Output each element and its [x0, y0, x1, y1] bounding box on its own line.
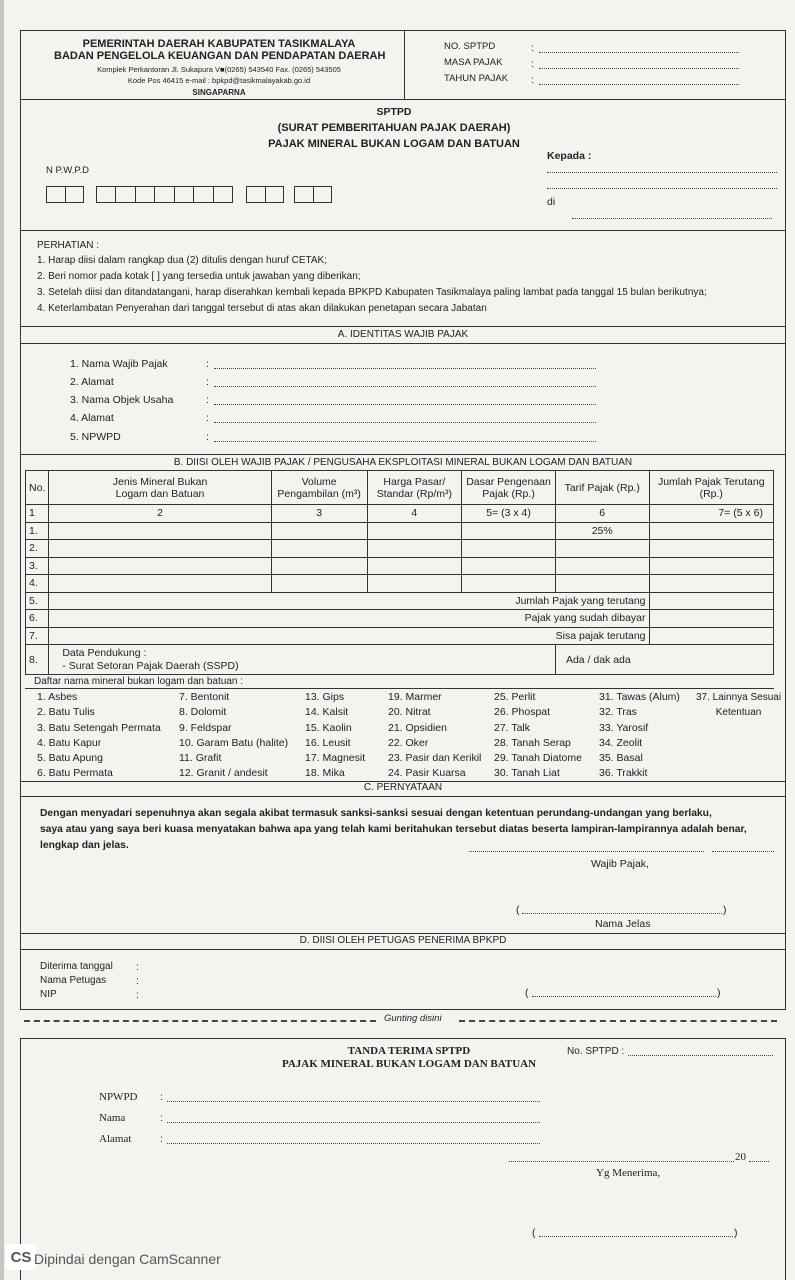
col-number: 1: [26, 505, 49, 523]
mineral-item: 17. Magnesit: [305, 752, 366, 765]
receipt-date-field[interactable]: [509, 1161, 734, 1162]
cell-input[interactable]: [367, 540, 462, 558]
di-field[interactable]: [572, 218, 772, 219]
mineral-item: 27. Talk: [494, 721, 530, 734]
section-a-title: A. IDENTITAS WAJIB PAJAK: [337, 329, 469, 340]
colon: :: [160, 1133, 163, 1145]
colon: :: [160, 1112, 163, 1124]
colon: :: [206, 412, 209, 424]
alamat-input[interactable]: [214, 386, 596, 387]
colon: :: [136, 975, 139, 987]
mineral-item: 28. Tanah Serap: [494, 736, 571, 749]
summary-label: Jumlah Pajak yang terutang: [49, 592, 649, 610]
cut-line-left: [24, 1020, 376, 1022]
camscanner-logo: CS: [6, 1244, 36, 1270]
perhatian-title: PERHATIAN :: [37, 240, 100, 251]
npwpd-label: N P.W.P.D: [46, 165, 89, 176]
header-address-2: Kode Pos 46415 e-mail : bpkpd@tasikmalayakab.go.id: [127, 76, 311, 85]
officer-signature-field[interactable]: [532, 996, 716, 997]
cell-input[interactable]: [555, 540, 649, 558]
header-tarif: Tarif Pajak (Rp.): [555, 471, 649, 505]
col-number: 2: [49, 505, 271, 523]
cell-input[interactable]: [49, 557, 271, 575]
mineral-item: 30. Tanah Liat: [494, 767, 560, 780]
nama-wajib-pajak-input[interactable]: [214, 368, 596, 369]
tax-table: [25, 470, 774, 675]
mineral-item: 3. Batu Setengah Permata: [37, 721, 161, 734]
header-line-1: PEMERINTAH DAERAH KABUPATEN TASIKMALAYA: [82, 38, 356, 50]
bracket-close: ): [717, 987, 721, 999]
section-d-title: D. DIISI OLEH PETUGAS PENERIMA BPKPD: [299, 935, 507, 946]
title-full: (SURAT PEMBERITAHUAN PAJAK DAERAH): [277, 122, 511, 134]
no-sptpd-label: NO. SPTPD: [444, 41, 496, 52]
tarif-value: 25%: [555, 522, 649, 540]
masa-pajak-field[interactable]: [539, 68, 739, 69]
year-field[interactable]: [712, 851, 774, 852]
table-numbering-row: [26, 505, 774, 523]
mineral-item: 18. Mika: [305, 767, 345, 780]
alamat-objek-input[interactable]: [214, 422, 596, 423]
cell-input[interactable]: [649, 540, 773, 558]
summary-value-input[interactable]: [649, 610, 773, 628]
perhatian-item-1: 1. Harap diisi dalam rangkap dua (2) ditulis dengan huruf CETAK;: [37, 255, 327, 266]
field-nama-objek-usaha: 3. Nama Objek Usaha: [70, 394, 174, 406]
cell-input[interactable]: [271, 522, 367, 540]
mineral-item: 31. Tawas (Alum): [599, 691, 680, 703]
header-jenis: Jenis Mineral Bukan Logam dan Batuan: [49, 471, 271, 505]
field-alamat: 2. Alamat: [70, 376, 114, 388]
masa-pajak-label: MASA PAJAK: [444, 57, 503, 68]
mineral-item: 16. Leusit: [305, 736, 351, 749]
camscanner-text: Dipindai dengan CamScanner: [34, 1251, 221, 1267]
col-number: 4: [367, 505, 462, 523]
mineral-item: 5. Batu Apung: [37, 752, 103, 765]
row-number: 4.: [26, 575, 49, 593]
row-number: 8.: [26, 645, 49, 675]
mineral-item: 26. Phospat: [494, 706, 551, 719]
kepada-field-2[interactable]: [547, 188, 777, 189]
bracket-close: ): [734, 1227, 738, 1239]
mineral-item: 22. Oker: [388, 736, 429, 749]
summary-value-input[interactable]: [649, 627, 773, 645]
ada-tidak-ada-option[interactable]: Ada / dak ada: [555, 645, 773, 675]
mineral-item: 7. Bentonit: [179, 691, 230, 703]
mineral-item: 19. Marmer: [388, 691, 442, 703]
cell-input[interactable]: [367, 522, 462, 540]
sspd-label: - Surat Setoran Pajak Daerah (SSPD): [62, 659, 239, 672]
row-number: 3.: [26, 557, 49, 575]
cell-input[interactable]: [649, 522, 773, 540]
cell-input[interactable]: [367, 557, 462, 575]
kepada-field-1[interactable]: [547, 172, 777, 173]
cell-input[interactable]: [462, 540, 556, 558]
header-dasar: Dasar Pengenaan Pajak (Rp.): [462, 471, 556, 505]
wajib-pajak-label: Wajib Pajak,: [591, 858, 649, 870]
field-alamat-objek: 4. Alamat: [70, 412, 114, 424]
mineral-column-3: [305, 690, 365, 782]
section-c-title: C. PERNYATAAN: [363, 782, 443, 793]
nama-jelas-label: Nama Jelas: [595, 918, 651, 930]
colon: :: [531, 58, 534, 70]
summary-label: Sisa pajak terutang: [49, 627, 649, 645]
field-nama-wajib-pajak: 1. Nama Wajib Pajak: [70, 358, 168, 370]
mineral-item: 37. Lainnya Sesuai: [696, 692, 782, 703]
colon: :: [206, 431, 209, 443]
cell-input[interactable]: [49, 540, 271, 558]
title-code: SPTPD: [376, 106, 412, 118]
mineral-item: 34. Zeolit: [599, 736, 643, 749]
receipt-subtitle: PAJAK MINERAL BUKAN LOGAM DAN BATUAN: [281, 1058, 537, 1070]
header-city: SINGAPARNA: [192, 88, 246, 97]
mineral-item: 6. Batu Permata: [37, 767, 113, 780]
cell-input[interactable]: [271, 540, 367, 558]
cell-input[interactable]: [462, 522, 556, 540]
mineral-item: 15. Kaolin: [305, 721, 352, 734]
bracket-open: (: [532, 1227, 536, 1239]
mineral-item: 32. Tras: [599, 706, 637, 719]
mineral-column-2: [179, 690, 288, 782]
cut-label: Gunting disini: [384, 1013, 442, 1024]
receipt-receiver-label: Yg Menerima,: [596, 1167, 661, 1179]
receipt-no-sptpd-field[interactable]: [628, 1055, 773, 1056]
col-number: 5= (3 x 4): [462, 505, 556, 523]
row-number: 7.: [26, 627, 49, 645]
bracket-open: (: [525, 987, 529, 999]
receipt-frame: [20, 1038, 786, 1280]
signature-name-field[interactable]: [522, 913, 722, 914]
bracket-close: ): [723, 904, 727, 916]
receipt-nama-input[interactable]: [167, 1122, 540, 1123]
receipt-npwpd-label: NPWPD: [99, 1091, 138, 1103]
receipt-year-field[interactable]: [749, 1161, 769, 1162]
nama-petugas-label: Nama Petugas: [40, 975, 107, 986]
mineral-list-title: Daftar nama mineral bukan logam dan batuan :: [34, 676, 244, 687]
mineral-item: 2. Batu Tulis: [37, 706, 95, 719]
npwpd-input[interactable]: [214, 441, 596, 442]
kepada-label: Kepada :: [547, 150, 592, 162]
colon: :: [531, 42, 534, 54]
mineral-item: 12. Granit / andesit: [179, 767, 268, 780]
perhatian-item-4: 4. Keterlambatan Penyerahan dari tanggal tersebut di atas akan dilakukan penetapan secara Jabatan: [37, 303, 487, 314]
cell-input[interactable]: [271, 557, 367, 575]
receipt-no-sptpd-label: No. SPTPD :: [567, 1046, 625, 1057]
header-harga: Harga Pasar/ Standar (Rp/m³): [367, 471, 462, 505]
document-page: [4, 0, 795, 1280]
cell-input[interactable]: [555, 575, 649, 593]
mineral-item: 8. Dolomit: [179, 706, 227, 719]
cell-input[interactable]: [49, 575, 271, 593]
mineral-item: 29. Tanah Diatome: [494, 752, 582, 765]
tahun-pajak-label: TAHUN PAJAK: [444, 73, 509, 84]
no-sptpd-field[interactable]: [539, 52, 739, 53]
colon: :: [136, 961, 139, 973]
nip-label: NIP: [40, 989, 57, 1000]
cell-input[interactable]: [555, 557, 649, 575]
table-row: [26, 522, 774, 540]
summary-row: [26, 610, 774, 628]
supporting-data-label: Data Pendukung :: [62, 646, 147, 659]
header-no: No.: [26, 471, 49, 505]
colon: :: [206, 394, 209, 406]
mineral-item: 25. Perlit: [494, 691, 536, 703]
npwpd-box-2[interactable]: [96, 186, 233, 203]
row-number: 6.: [26, 610, 49, 628]
receipt-signature-field[interactable]: [539, 1236, 733, 1237]
section-b-title: B. DIISI OLEH WAJIB PAJAK / PENGUSAHA EKSPLOITASI MINERAL BUKAN LOGAM DAN BATUAN: [173, 457, 633, 468]
header-address-1: Komplek Perkantoran Jl. Sukapura V■(0265) 543540 Fax. (0265) 543505: [97, 65, 341, 74]
mineral-item: 33. Yarosif: [599, 721, 649, 734]
colon: :: [136, 989, 139, 1001]
row-number: 2.: [26, 540, 49, 558]
receipt-nama-label: Nama: [99, 1112, 126, 1124]
colon: :: [206, 358, 209, 370]
perhatian-item-3: 3. Setelah diisi dan ditandatangani, harap diserahkan kembali kepada BPKPD Kabupaten Tasikmalaya paling lambat pada tanggal 15 bulan berikutnya;: [37, 287, 707, 298]
col-number: 7= (5 x 6): [649, 505, 773, 523]
mineral-item: 1. Asbes: [37, 691, 78, 703]
cell-input[interactable]: [462, 557, 556, 575]
mineral-item: 9. Feldspar: [179, 721, 232, 734]
mineral-column-7: [696, 690, 781, 721]
di-label: di: [547, 196, 556, 208]
header-volume: Volume Pengambilan (m³): [271, 471, 367, 505]
table-row: [26, 575, 774, 593]
cell-input[interactable]: [367, 575, 462, 593]
field-npwpd: 5. NPWPD: [70, 431, 121, 443]
mineral-column-5: [494, 690, 582, 782]
mineral-item: 14. Kalsit: [305, 706, 349, 719]
row-number: 1.: [26, 522, 49, 540]
header-jumlah: Jumlah Pajak Terutang (Rp.): [649, 471, 773, 505]
cell-input[interactable]: [649, 575, 773, 593]
summary-row: [26, 592, 774, 610]
npwpd-box-1[interactable]: [46, 186, 84, 203]
cell-input[interactable]: [271, 575, 367, 593]
mineral-item: 36. Trakkit: [599, 767, 648, 780]
receipt-alamat-label: Alamat: [99, 1133, 132, 1145]
summary-value-input[interactable]: [649, 592, 773, 610]
colon: :: [531, 74, 534, 86]
mineral-column-1: [37, 690, 161, 782]
receipt-title: TANDA TERIMA SPTPD: [347, 1045, 471, 1057]
mineral-item: 10. Garam Batu (halite): [179, 736, 289, 749]
mineral-item: 13. Gips: [305, 691, 345, 703]
mineral-column-6: [599, 690, 680, 782]
nama-objek-usaha-input[interactable]: [214, 404, 596, 405]
summary-row: [26, 627, 774, 645]
summary-label: Pajak yang sudah dibayar: [49, 610, 649, 628]
receipt-alamat-input[interactable]: [167, 1143, 540, 1144]
table-row: [26, 540, 774, 558]
cut-line-right: [459, 1020, 777, 1022]
colon: :: [206, 376, 209, 388]
cell-input[interactable]: [49, 522, 271, 540]
header-line-2: BADAN PENGELOLA KEUANGAN DAN PENDAPATAN DAERAH: [54, 50, 386, 62]
receipt-npwpd-input[interactable]: [167, 1101, 540, 1102]
tahun-pajak-field[interactable]: [539, 84, 739, 85]
mineral-item: Ketentuan: [715, 707, 762, 719]
supporting-data-cell: [49, 645, 556, 675]
colon: :: [160, 1091, 163, 1103]
col-number: 6: [555, 505, 649, 523]
mineral-item: 35. Basal: [599, 752, 643, 765]
table-row: [26, 557, 774, 575]
cell-input[interactable]: [462, 575, 556, 593]
row-number: 5.: [26, 592, 49, 610]
col-number: 3: [271, 505, 367, 523]
npwpd-box-3[interactable]: [246, 186, 284, 203]
cell-input[interactable]: [649, 557, 773, 575]
diterima-tanggal-label: Diterima tanggal: [40, 961, 113, 972]
statement-line-1: Dengan menyadari sepenuhnya akan segala akibat termasuk sanksi-sanksi sesuai dengan ketentuan perundang-undangan yang berlaku,: [40, 808, 712, 819]
statement-line-2: saya atau yang saya beri kuasa menyatakan bahwa apa yang telah kami beritahukan tersebut diatas beserta lampiran-lampirannya adalah benar,: [40, 824, 747, 835]
npwpd-box-4[interactable]: [294, 186, 332, 203]
mineral-item: 21. Opsidien: [388, 721, 447, 734]
perhatian-item-2: 2. Beri nomor pada kotak [ ] yang tersedia untuk jawaban yang diberikan;: [37, 271, 361, 282]
receipt-year-prefix: 20: [735, 1151, 746, 1163]
mineral-column-4: [388, 690, 481, 782]
table-header-row: [26, 471, 774, 505]
mineral-item: 20. Nitrat: [388, 706, 431, 719]
supporting-data-row: [26, 645, 774, 675]
statement-line-3: lengkap dan jelas.: [40, 840, 129, 851]
title-sub: PAJAK MINERAL BUKAN LOGAM DAN BATUAN: [268, 138, 520, 150]
place-date-field[interactable]: [469, 851, 704, 852]
mineral-item: 23. Pasir dan Kerikil: [388, 752, 482, 765]
mineral-item: 24. Pasir Kuarsa: [388, 767, 466, 780]
bracket-open: (: [516, 904, 520, 916]
mineral-item: 4. Batu Kapur: [37, 736, 102, 749]
mineral-item: 11. Grafit: [179, 752, 222, 765]
